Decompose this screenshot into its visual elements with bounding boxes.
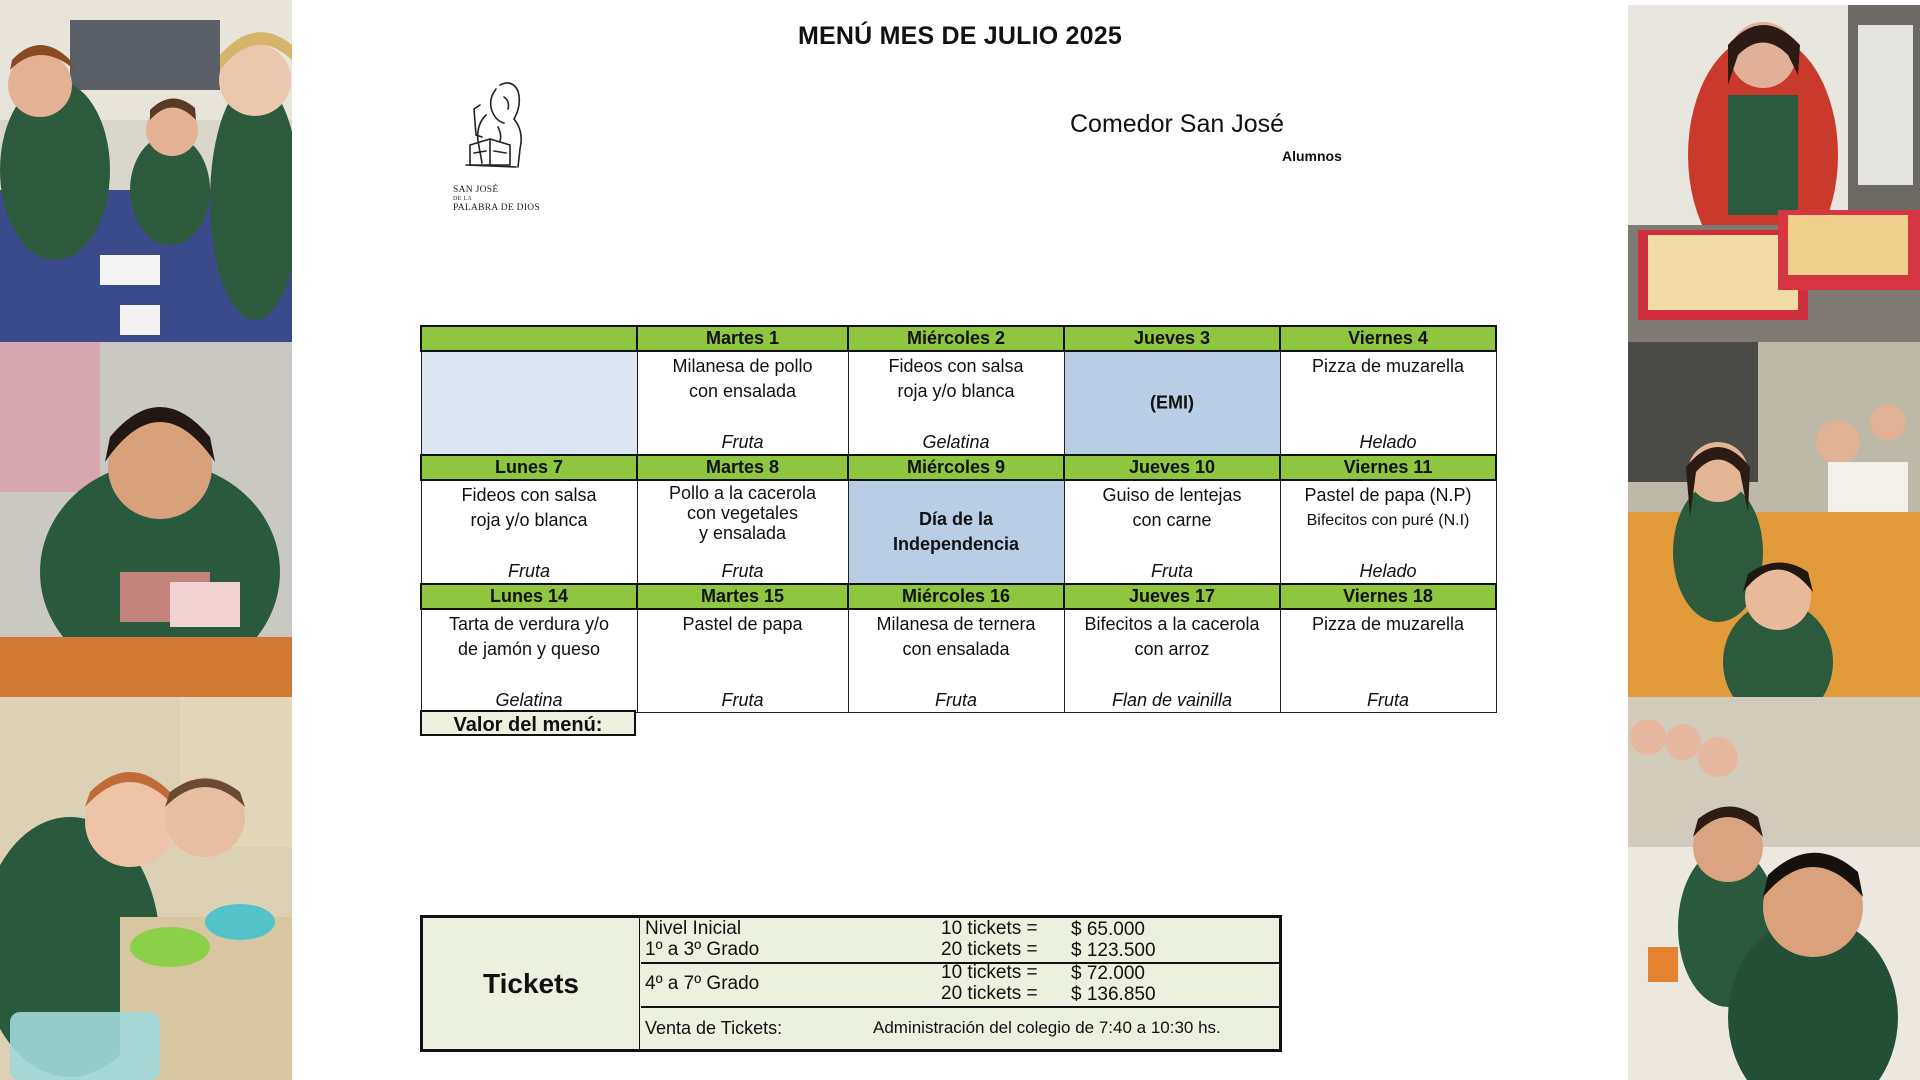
week-menu-row: [421, 351, 1496, 455]
day-special: Día de la Independencia: [892, 509, 1020, 554]
dish-line: con carne: [1132, 510, 1212, 530]
dessert: Gelatina: [495, 690, 563, 710]
dessert: Gelatina: [922, 432, 990, 452]
main-dish: [638, 352, 848, 404]
tickets-box: [420, 915, 1282, 1052]
day-header: Viernes 11: [1280, 455, 1496, 480]
day-header: Jueves 3: [1064, 326, 1280, 351]
dish-line: Pizza de muzarella: [1311, 614, 1465, 634]
dessert: Helado: [1359, 561, 1417, 581]
ticket-price: $ 72.000: [1071, 963, 1145, 984]
dessert: Fruta: [1150, 561, 1193, 581]
ticket-price: $ 136.850: [1071, 984, 1156, 1005]
comedor-name: Comedor San José: [1070, 110, 1285, 138]
dish-line: con vegetales: [686, 503, 799, 523]
photo-boys-thumbs-up: [0, 697, 292, 1080]
ticket-sales-label: Venta de Tickets:: [645, 1018, 783, 1038]
day-menu-cell: [1064, 480, 1280, 584]
tickets-sales-row: [641, 1006, 1279, 1049]
main-dish: [1281, 610, 1496, 637]
dessert: Fruta: [721, 690, 764, 710]
week-header-row: [421, 455, 1496, 480]
day-menu-cell: [637, 480, 848, 584]
main-dish: [422, 481, 637, 533]
day-menu-cell: [637, 351, 848, 455]
main-dish: [849, 352, 1064, 404]
menu-table: [420, 325, 1497, 713]
dish-line: Fideos con salsa: [888, 356, 1024, 376]
day-menu-cell: [1064, 609, 1280, 713]
dish-line: con arroz: [1134, 639, 1210, 659]
photo-girls-classroom: [1628, 342, 1920, 697]
dish-line: con ensalada: [688, 381, 797, 401]
dish-line: de jamón y queso: [457, 639, 601, 659]
week-header-row: [421, 326, 1496, 351]
ticket-price: $ 123.500: [1071, 940, 1156, 961]
day-header: Viernes 4: [1280, 326, 1496, 351]
dish-line: Guiso de lentejas: [1102, 485, 1242, 505]
day-header: Viernes 18: [1280, 584, 1496, 609]
day-menu-cell: [421, 351, 637, 455]
dessert: Helado: [1359, 432, 1417, 452]
day-menu-cell: [1280, 351, 1496, 455]
dessert: Fruta: [1366, 690, 1409, 710]
day-menu-cell: [421, 609, 637, 713]
dessert: Fruta: [934, 690, 977, 710]
dish-line: con ensalada: [902, 639, 1010, 659]
ticket-sales-info: Administración del colegio de 7:40 a 10:30 hs.: [873, 1018, 1221, 1037]
day-header: Miércoles 16: [848, 584, 1064, 609]
dish-line: y ensalada: [698, 523, 787, 543]
day-header: Miércoles 2: [848, 326, 1064, 351]
day-menu-cell: [1064, 351, 1280, 455]
tickets-group-2: [641, 962, 1279, 1008]
day-menu-cell: [1280, 480, 1496, 584]
main-dish: [849, 610, 1064, 662]
dish-line: Milanesa de pollo: [672, 356, 813, 376]
dessert: Fruta: [721, 561, 764, 581]
ticket-level: 4º a 7º Grado: [645, 973, 760, 994]
dish-line: Bifecitos a la cacerola: [1084, 614, 1260, 634]
week-menu-row: [421, 609, 1496, 713]
page-title: MENÚ MES DE JULIO 2025: [798, 22, 1122, 50]
day-header: Lunes 14: [421, 584, 637, 609]
dish-line: Pizza de muzarella: [1311, 356, 1465, 376]
day-header: Miércoles 9: [848, 455, 1064, 480]
day-special: (EMI): [1150, 392, 1194, 413]
school-logo-text: SAN JOSÉ DE LA PALABRA DE DIOS: [453, 185, 541, 213]
dessert: Fruta: [507, 561, 550, 581]
dish-line: Milanesa de ternera: [876, 614, 1036, 634]
ticket-level: Nivel Inicial: [645, 918, 742, 939]
day-header: Jueves 10: [1064, 455, 1280, 480]
menu-price-label: Valor del menú:: [420, 710, 636, 736]
photo-children-playing-cards: [0, 0, 292, 342]
day-menu-cell: [848, 480, 1064, 584]
photo-girl-eating: [0, 342, 292, 697]
day-menu-cell: [637, 609, 848, 713]
day-header: [421, 326, 637, 351]
main-dish: [638, 481, 848, 543]
dish-alternative: Bifecitos con puré (N.I): [1306, 512, 1470, 529]
ticket-price: $ 65.000: [1071, 919, 1145, 940]
ticket-level: 1º a 3º Grado: [645, 939, 760, 960]
dish-line: roja y/o blanca: [897, 381, 1015, 401]
dish-line: roja y/o blanca: [470, 510, 588, 530]
dish-line: Fideos con salsa: [461, 485, 597, 505]
day-menu-cell: [421, 480, 637, 584]
dessert: Flan de vainilla: [1111, 690, 1233, 710]
day-menu-cell: [848, 609, 1064, 713]
day-header: Lunes 7: [421, 455, 637, 480]
main-dish: [638, 610, 848, 637]
day-menu-cell: [1280, 609, 1496, 713]
main-dish: [1281, 352, 1496, 379]
dish-line: Tarta de verdura y/o: [448, 614, 610, 634]
week-menu-row: [421, 480, 1496, 584]
day-header: Martes 15: [637, 584, 848, 609]
ticket-qty: 20 tickets =: [941, 939, 1038, 960]
ticket-qty: 20 tickets =: [941, 983, 1038, 1004]
day-menu-cell: [848, 351, 1064, 455]
day-header: Jueves 17: [1064, 584, 1280, 609]
day-header: Martes 1: [637, 326, 848, 351]
tickets-group-1: [641, 918, 1279, 964]
main-dish: [1065, 610, 1280, 662]
main-dish: [1281, 481, 1496, 533]
main-dish: [422, 610, 637, 662]
dish-line: Pollo a la cacerola: [668, 483, 817, 503]
tickets-title: Tickets: [423, 918, 640, 1049]
photo-staff-preparing-pizza: [1628, 5, 1920, 342]
audience-label: Alumnos: [1282, 148, 1342, 164]
main-dish: [1065, 481, 1280, 533]
photo-children-lunch-table: [1628, 697, 1920, 1080]
ticket-qty: 10 tickets =: [941, 918, 1038, 939]
day-header: Martes 8: [637, 455, 848, 480]
ticket-qty: 10 tickets =: [941, 962, 1038, 983]
dish-line: Pastel de papa (N.P): [1304, 485, 1472, 505]
week-header-row: [421, 584, 1496, 609]
dessert: Fruta: [721, 432, 764, 452]
dish-line: Pastel de papa: [682, 614, 803, 634]
